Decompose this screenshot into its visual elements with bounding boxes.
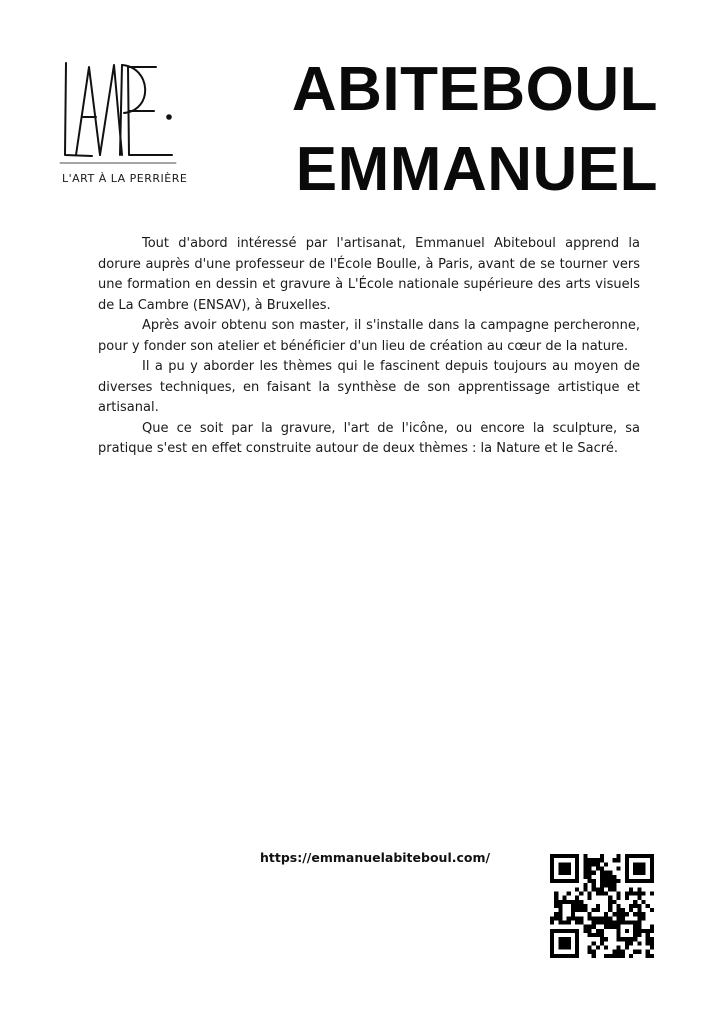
- qr-code-icon[interactable]: [550, 854, 654, 958]
- paragraph-4: Que ce soit par la gravure, l'art de l'icône, ou encore la sculpture, sa pratique s'est en effet construite autour de deux thèmes : la Nature et le Sacré.: [98, 420, 640, 456]
- logo: [56, 55, 186, 195]
- title-line-2: EMMANUEL: [295, 135, 658, 204]
- paragraph-2: Après avoir obtenu son master, il s'installe dans la campagne percheronne, pour y fonder son atelier et bénéficier d'un lieu de création au cœur de la nature.: [98, 318, 640, 354]
- title-line-1: ABITEBOUL: [291, 55, 658, 124]
- paragraph-3: Il a pu y aborder les thèmes qui le fascinent depuis toujours au moyen de diverses techniques, en faisant la synthèse de son apprentissage artistique et artisanal.: [98, 359, 640, 415]
- paragraph-1: Tout d'abord intéressé par l'artisanat, Emmanuel Abiteboul apprend la dorure auprès d'une professeur de l'École Boulle, à Paris, avant de se tourner vers une formation en dessin et gravure à L'École nationale supérieure des arts visuels de La Cambre (ENSAV), à Bruxelles.: [98, 236, 640, 313]
- logo-caption: L'ART À LA PERRIÈRE: [62, 172, 188, 185]
- biography-text: [98, 234, 640, 460]
- website-link[interactable]: https://emmanuelabiteboul.com/: [260, 850, 491, 865]
- page-title: [292, 50, 658, 210]
- logo-mark: [56, 55, 186, 170]
